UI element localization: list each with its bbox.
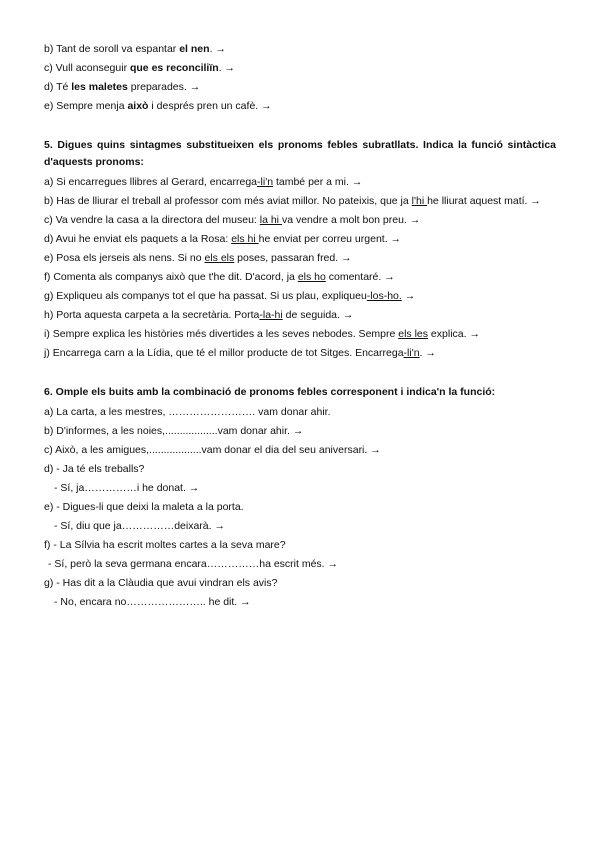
previous-exercise-block (44, 40, 556, 116)
exercise-item: d) Té les maletes preparades. → (44, 81, 201, 93)
exercise-item: a) Si encarregues llibres al Gerard, encarrega-li'n també per a mi. → (44, 176, 363, 188)
exercise-item-answer: - Sí, diu que ja……………deixarà. → (54, 520, 225, 532)
exercise-item: e) - Digues-li que deixi la maleta a la porta. (44, 501, 244, 513)
exercise-item: e) Posa els jerseis als nens. Si no els els poses, passaran fred. → (44, 252, 352, 264)
exercise-item: d) Avui he enviat els paquets a la Rosa: els hi he enviat per correu urgent. → (44, 233, 402, 245)
exercise-item: c) Va vendre la casa a la directora del museu: la hi va vendre a molt bon preu. → (44, 214, 421, 226)
exercise-item: f) - La Sílvia ha escrit moltes cartes a la seva mare? (44, 539, 286, 551)
exercise-item: b) Tant de soroll va espantar el nen. → (44, 43, 226, 55)
exercise-item: b) Has de lliurar el treball al professor com més aviat millor. No pateixis, que ja l'hi he lliurat aquest matí. → (44, 195, 541, 207)
exercise-item: g) - Has dit a la Clàudia que avui vindran els avis? (44, 577, 278, 589)
exercise-item: j) Encarrega carn a la Lídia, que té el millor producte de tot Sitges. Encarrega-li'n. → (44, 347, 436, 359)
exercise-item-answer: - Sí, però la seva germana encara……………ha escrit més. → (48, 558, 339, 570)
exercise-item: e) Sempre menja això i després pren un cafè. → (44, 100, 272, 112)
exercise-item: f) Comenta als companys això que t'he dit. D'acord, ja els ho comentaré. → (44, 271, 395, 283)
section-5-items (44, 173, 556, 363)
section-6-items (44, 403, 556, 612)
exercise-item: c) Això, a les amigues,..................vam donar el dia del seu aniversari. → (44, 444, 381, 456)
exercise-item: b) D'informes, a les noies,..................vam donar ahir. → (44, 425, 304, 437)
exercise-item: h) Porta aquesta carpeta a la secretària. Porta-la-hi de seguida. → (44, 309, 354, 321)
exercise-item: c) Vull aconseguir que es reconciliïn. → (44, 62, 236, 74)
exercise-item: d) - Ja té els treballs? (44, 463, 145, 475)
exercise-item: a) La carta, a les mestres, ……………………. vam donar ahir. (44, 406, 331, 418)
exercise-item-answer: - Sí, ja……………i he donat. → (54, 482, 200, 494)
section-5-heading: 5. Digues quins sintagmes substitueixen els pronoms febles subratllats. Indica la funció sintàctica d'aquests pronoms: (44, 139, 556, 168)
exercise-item: i) Sempre explica les històries més divertides a les seves nebodes. Sempre els les explica. → (44, 328, 480, 340)
section-6-heading: 6. Omple els buits amb la combinació de pronoms febles corresponent i indica'n la funció: (44, 386, 496, 398)
exercise-item-answer: - No, encara no………………….. he dit. → (54, 596, 251, 608)
exercise-item: g) Expliqueu als companys tot el que ha passat. Si us plau, expliqueu-los-ho. → (44, 290, 416, 302)
document-page (44, 40, 556, 612)
